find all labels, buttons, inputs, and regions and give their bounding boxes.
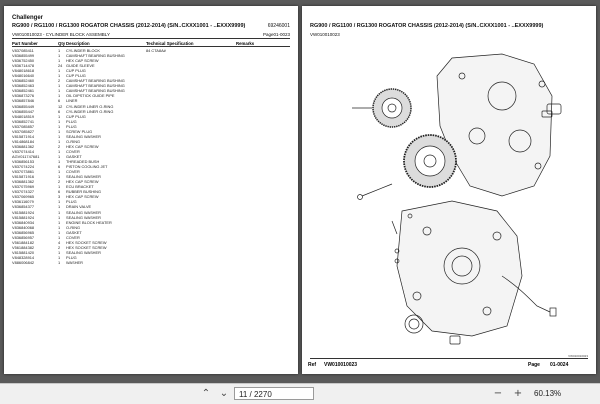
part-number-cell: V836881362 [12, 143, 35, 149]
description-cell: THREADED BUSH [66, 159, 100, 165]
col-header-technical-spec: Technical Specification [146, 41, 194, 46]
part-number-cell: V815881420 [12, 249, 35, 255]
qty-cell: 1 [58, 249, 61, 255]
minus-icon[interactable]: − [488, 387, 508, 400]
description-cell: HEX SOCKET SCREW [66, 244, 107, 250]
technical-spec-cell [146, 260, 236, 265]
qty-cell: 1 [58, 123, 61, 129]
description-cell: CUP PLUG [66, 113, 86, 119]
description-cell: CUP PLUG [66, 73, 86, 79]
part-number-cell: V836852741 [12, 118, 35, 124]
page-label: Page [528, 362, 540, 368]
description-cell: PLUG [66, 199, 77, 205]
description-cell: PLUG [66, 118, 77, 124]
description-cell: O-RING [66, 138, 81, 144]
qty-cell: 1 [58, 234, 61, 240]
qty-cell: 2 [58, 244, 61, 250]
description-cell: CAMSHAFT BEARING BUSHING [66, 53, 125, 59]
qty-cell: 2 [58, 78, 61, 84]
qty-cell: 1 [58, 148, 61, 154]
left-page [4, 6, 298, 374]
qty-cell: 2 [58, 179, 61, 185]
description-cell: PLUG [66, 254, 77, 260]
qty-cell: 1 [58, 209, 61, 215]
part-number-cell: V836840934 [12, 219, 35, 225]
qty-cell: 1 [58, 68, 61, 74]
qty-cell: 1 [58, 118, 61, 124]
ref-label: Ref [308, 362, 317, 368]
ref-value: VW010010023 [324, 362, 358, 368]
part-number-cell: V836752450 [12, 58, 35, 64]
part-number-cell: V836854377 [12, 204, 35, 210]
header-rule [12, 38, 290, 39]
part-number-cell: V836856957 [12, 234, 35, 240]
part-number-cell: V836714478 [12, 63, 35, 69]
qty-cell: 1 [58, 159, 61, 165]
diagram-page-title: RG900 / RG1100 / RG1300 ROGATOR CHASSIS (2012-2014) (S/N..CXXX1001 - ..EXXX9999) [310, 23, 544, 29]
technical-spec-cell: 84 CTA8A# [146, 48, 166, 53]
description-cell: CAMSHAFT BEARING BUSHING [66, 88, 125, 94]
part-number-cell: V561884382 [12, 244, 35, 250]
part-number-cell: V848328914 [12, 254, 35, 260]
description-cell: ENGINE BLOCK HEATER [66, 219, 112, 225]
part-number-cell: V848018618 [12, 68, 35, 74]
description-cell: ECU BRACKET [66, 184, 94, 190]
col-header-qty: Qty [58, 41, 66, 46]
page-number: Page01-0023 [262, 32, 290, 37]
description-cell: O-RING [66, 224, 81, 230]
part-number-cell: V837085827 [12, 128, 35, 134]
document-number: 69246001 [267, 23, 290, 29]
qty-cell: 6 [58, 98, 61, 104]
col-header-remarks: Remarks [236, 41, 255, 46]
qty-cell: 4 [58, 239, 61, 245]
description-cell: CUP PLUG [66, 68, 86, 74]
part-number-cell: V815881924 [12, 214, 35, 220]
part-number-cell: V837074327 [12, 189, 35, 195]
description-cell: SEALING WASHER [66, 209, 101, 215]
diagram-section-code: VW010010023 [310, 32, 340, 37]
part-number-cell: V848016640 [12, 73, 35, 79]
qty-cell: 24 [58, 63, 63, 69]
description-cell: RUBBER BUSHING [66, 189, 102, 195]
part-number-cell: V837085411 [12, 48, 34, 53]
part-number-cell: AGV011747681 [12, 153, 40, 159]
description-cell: LINER [66, 98, 78, 104]
part-number-cell: V836852461 [12, 88, 35, 94]
table-row [12, 260, 236, 265]
qty-cell: 1 [58, 138, 61, 144]
part-number-cell: V561884182 [12, 239, 35, 245]
qty-cell: 2 [58, 143, 61, 149]
part-number-cell: V837074224 [12, 164, 35, 170]
description-cell: WASHER [66, 259, 83, 265]
qty-cell: 1 [58, 254, 61, 260]
description-cell: SEALING WASHER [66, 174, 101, 180]
part-number-cell: V836856153 [12, 159, 35, 165]
part-number-cell: V837069965 [12, 194, 35, 200]
description-cell: HEX CAP SCREW [66, 194, 99, 200]
qty-cell: 1 [58, 153, 61, 159]
qty-cell: 1 [58, 204, 61, 210]
qty-cell: 1 [58, 174, 61, 180]
description-cell: COVER [66, 148, 80, 154]
qty-cell: 1 [58, 73, 61, 79]
part-number-cell: V837074414 [12, 148, 35, 154]
description-cell: PISTON COOLING JET [66, 164, 108, 170]
qty-cell: 1 [58, 58, 61, 64]
description-cell: SCREW PLUG [66, 128, 93, 134]
part-number-cell: V836852463 [12, 83, 35, 89]
part-number-cell: V815871914 [12, 133, 35, 139]
part-number-cell: V836116079 [12, 199, 34, 205]
part-number-cell: V886006842 [12, 259, 35, 265]
exploded-diagram [302, 36, 596, 356]
part-number-cell: V848018519 [12, 113, 35, 119]
qty-cell: 1 [58, 169, 61, 175]
description-cell: COVER [66, 169, 80, 175]
qty-cell: 6 [58, 189, 61, 195]
chevron-up-icon[interactable]: ⌃ [196, 387, 216, 400]
part-number-cell: V836852460 [12, 78, 35, 84]
part-number-cell: V837085857 [12, 123, 35, 129]
part-number-cell: V836873276 [12, 93, 35, 99]
description-cell: HEX SOCKET SCREW [66, 239, 107, 245]
parts-table [12, 48, 236, 265]
part-number-cell: V836881362 [12, 179, 35, 185]
qty-cell: 1 [58, 133, 61, 139]
part-number-cell: V836857846 [12, 98, 35, 104]
right-page [302, 6, 596, 374]
description-cell: COVER [66, 234, 80, 240]
qty-cell: 6 [58, 108, 61, 114]
zoom-level[interactable]: 60.13% [534, 389, 562, 398]
viewer-toolbar [0, 383, 600, 404]
brand-name: Challenger [12, 15, 44, 21]
description-cell: CYLINDER LINER O-RING [66, 108, 114, 114]
qty-cell: 6 [58, 164, 61, 170]
qty-cell: 1 [58, 224, 61, 230]
col-header-part-number: Part Number [12, 41, 38, 46]
qty-cell: 1 [58, 128, 61, 134]
qty-cell: 1 [58, 199, 61, 205]
chevron-down-icon[interactable]: ⌄ [214, 387, 234, 400]
page-number-input[interactable]: 11 / 2270 [234, 387, 314, 400]
description-cell: SEALING WASHER [66, 249, 101, 255]
description-cell: CAMSHAFT BEARING BUSHING [66, 83, 125, 89]
part-number-cell: V836855499 [12, 53, 35, 59]
part-number-cell: V814868184 [12, 138, 35, 144]
diagram-code: VW010010023 [568, 354, 588, 358]
description-cell: SEALING WASHER [66, 214, 101, 220]
part-number-cell: V815871916 [12, 174, 35, 180]
page-title: RG900 / RG1100 / RG1300 ROGATOR CHASSIS (2012-2014) (S/N..CXXX1001 - ..EXXX9999) [12, 23, 246, 29]
part-number-cell: V837073861 [12, 169, 35, 175]
part-number-cell: V837075969 [12, 184, 35, 190]
qty-cell: 3 [58, 194, 61, 200]
description-cell: GASKET [66, 229, 82, 235]
part-number-cell: V836856965 [12, 229, 35, 235]
page-value: 01-0024 [550, 362, 569, 368]
part-number-cell: V836855449 [12, 103, 35, 109]
qty-cell: 1 [58, 48, 61, 53]
description-cell: HEX CAP SCREW [66, 143, 99, 149]
footer-rule [310, 358, 588, 359]
description-cell: OIL DIPSTICK GUIDE PIPE [66, 93, 115, 99]
qty-cell: 1 [58, 93, 61, 99]
qty-cell: 1 [58, 83, 61, 89]
part-number-cell: V836840068 [12, 224, 35, 230]
description-cell: CYLINDER BLOCK [66, 48, 100, 53]
description-cell: HEX CAP SCREW [66, 179, 99, 185]
description-cell: HEX CAP SCREW [66, 58, 99, 64]
qty-cell: 1 [58, 259, 61, 265]
qty-cell: 1 [58, 229, 61, 235]
section-title: VW010010023 - CYLINDER BLOCK ASSEMBLY [12, 32, 110, 37]
qty-cell: 1 [58, 53, 61, 59]
part-number-cell: V836855447 [12, 108, 35, 114]
part-number-cell: V815881924 [12, 209, 35, 215]
qty-cell: 1 [58, 214, 61, 220]
description-cell: GASKET [66, 153, 82, 159]
description-cell: SEALING WASHER [66, 133, 101, 139]
description-cell: GUIDE SLEEVE [66, 63, 95, 69]
qty-cell: 1 [58, 184, 61, 190]
qty-cell: 1 [58, 219, 61, 225]
qty-cell: 1 [58, 88, 61, 94]
description-cell: CYLINDER LINER O-RING [66, 103, 114, 109]
col-header-description: Description [66, 41, 90, 46]
description-cell: PLUG [66, 123, 77, 129]
description-cell: DRAIN VALVE [66, 204, 92, 210]
plus-icon[interactable]: + [508, 387, 528, 400]
description-cell: CAMSHAFT BEARING BUSHING [66, 78, 125, 84]
qty-cell: 1 [58, 113, 61, 119]
column-header-rule [12, 46, 290, 47]
qty-cell: 12 [58, 103, 63, 109]
